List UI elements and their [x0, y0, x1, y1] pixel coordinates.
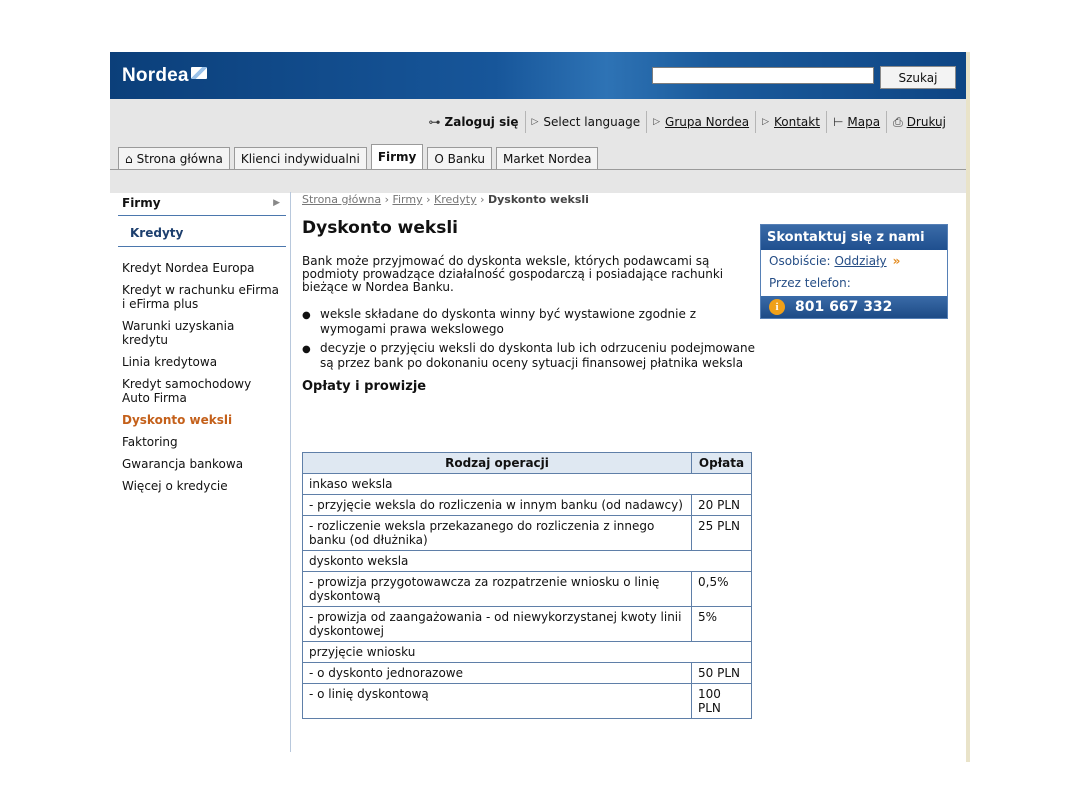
login-link[interactable] [423, 112, 525, 132]
nordea-logo[interactable] [122, 65, 207, 87]
bullet-icon: ● [302, 344, 311, 355]
key-icon: ⊶ [428, 115, 441, 129]
sidebar-item-wiecej[interactable]: Więcej o kredycie [122, 479, 228, 493]
table-section-row [303, 642, 752, 663]
fees-title: Opłaty i prowizje [302, 379, 427, 394]
section-label: dyskonto weksla [303, 551, 752, 572]
table-row [303, 516, 752, 551]
sidebar-item-kredyt-w-rachunku[interactable]: Kredyt w rachunku eFirma i eFirma plus [122, 283, 280, 311]
table-header-row [303, 453, 752, 474]
kontakt-label[interactable]: Kontakt [774, 115, 820, 129]
logo-mark-icon [191, 67, 207, 79]
main-content [302, 193, 757, 394]
sidebar-heading-label: Firmy [122, 196, 161, 210]
sidebar-item-faktoring[interactable]: Faktoring [122, 435, 178, 449]
grupa-nordea-link[interactable] [647, 112, 755, 132]
sitemap-icon: ⊢ [832, 115, 844, 129]
bullet-list [302, 307, 757, 371]
page-frame [110, 52, 969, 762]
fee-cell: 50 PLN [692, 663, 752, 684]
table-row [303, 572, 752, 607]
top-bar [110, 52, 966, 99]
fee-cell: 100 PLN [692, 684, 752, 719]
page-title: Dyskonto weksli [302, 218, 458, 238]
section-label: przyjęcie wniosku [303, 642, 752, 663]
mapa-label[interactable]: Mapa [847, 115, 881, 129]
sidebar [118, 192, 286, 501]
sidebar-heading[interactable] [118, 192, 286, 216]
search-button[interactable]: Szukaj [880, 66, 956, 89]
table-row [303, 663, 752, 684]
table-section-row [303, 551, 752, 572]
main-tabs [118, 147, 602, 169]
tab-underline [110, 169, 966, 170]
login-label: Zaloguj się [444, 115, 519, 129]
column-header-operation: Rodzaj operacji [303, 453, 692, 474]
breadcrumb-separator: › [426, 193, 431, 206]
section-label: inkaso weksla [303, 474, 752, 495]
utility-bar [110, 99, 966, 193]
contact-personal-label: Osobiście: [769, 254, 831, 268]
bullet-text: weksle składane do dyskonta winny być wystawione zgodnie z wymogami prawa wekslowego [320, 307, 696, 336]
bullet-icon: ● [302, 310, 311, 321]
bullet-text: decyzje o przyjęciu weksli do dyskonta lub ich odrzuceniu podejmowane są przez bank po dokonaniu oceny sytuacji finansowej płatnika weksla [320, 341, 756, 370]
tab-klienci-indywidualni[interactable] [234, 147, 367, 169]
triangle-right-icon: ▷ [762, 117, 769, 127]
operation-cell: - o linię dyskontową [303, 684, 692, 719]
info-icon: i [769, 299, 785, 315]
sidebar-subheading[interactable]: Kredyty [118, 216, 286, 247]
contact-box [760, 224, 948, 319]
tab-label: Firmy [377, 150, 417, 164]
breadcrumb-kredyty[interactable]: Kredyty [434, 193, 477, 206]
column-divider [290, 192, 291, 752]
sidebar-item-kredyt-samochodowy[interactable]: Kredyt samochodowy Auto Firma [122, 377, 252, 405]
triangle-right-icon: ▷ [531, 117, 539, 127]
breadcrumb-home[interactable]: Strona główna [302, 193, 382, 206]
right-border [966, 52, 970, 762]
contact-phone-label: Przez telefon: [769, 276, 851, 290]
list-item [302, 341, 757, 371]
sidebar-item-dyskonto-weksli[interactable]: Dyskonto weksli [122, 413, 233, 427]
tab-label: O Banku [434, 151, 486, 166]
oddzialy-link[interactable]: Oddziały [834, 254, 887, 268]
sidebar-item-kredyt-nordea-europa[interactable]: Kredyt Nordea Europa [122, 261, 255, 275]
intro-text: Bank może przyjmować do dyskonta weksle, których podawcami są podmioty prowadzące działalność gospodarczą i posiadające rachunki bieżące w Nordea Banku. [302, 254, 724, 294]
language-label: Select language [543, 115, 641, 129]
tab-label: Klienci indywidualni [240, 151, 360, 166]
phone-number: 801 667 332 [795, 299, 893, 315]
fee-cell: 0,5% [692, 572, 752, 607]
triangle-right-icon: ▶ [273, 198, 280, 208]
mapa-link[interactable] [827, 112, 886, 132]
contact-title: Skontaktuj się z nami [761, 225, 947, 250]
operation-cell: - rozliczenie weksla przekazanego do rozliczenia z innego banku (od dłużnika) [303, 516, 692, 551]
search-input[interactable] [652, 67, 874, 84]
contact-phone [761, 296, 947, 318]
home-icon: ⌂ [125, 151, 133, 166]
tab-o-banku[interactable] [427, 147, 492, 169]
fee-cell: 20 PLN [692, 495, 752, 516]
double-chevron-right-icon: » [892, 254, 901, 268]
operation-cell: - prowizja przygotowawcza za rozpatrzenie wniosku o linię dyskontową [303, 572, 692, 607]
list-item [302, 307, 757, 337]
drukuj-label[interactable]: Drukuj [906, 115, 946, 129]
tab-strona-glowna[interactable] [118, 147, 230, 169]
drukuj-link[interactable] [887, 112, 952, 132]
column-header-fee: Opłata [692, 453, 752, 474]
tab-market-nordea[interactable] [496, 147, 598, 169]
sidebar-item-linia-kredytowa[interactable]: Linia kredytowa [122, 355, 218, 369]
breadcrumb-current: Dyskonto weksli [488, 193, 589, 206]
triangle-right-icon: ▷ [653, 117, 661, 127]
sidebar-item-warunki[interactable]: Warunki uzyskania kredytu [122, 319, 235, 347]
breadcrumb-separator: › [480, 193, 485, 206]
sidebar-list [118, 261, 286, 493]
breadcrumb-firmy[interactable]: Firmy [392, 193, 423, 206]
kontakt-link[interactable] [756, 112, 826, 132]
contact-personal [761, 250, 947, 272]
grupa-nordea-label[interactable]: Grupa Nordea [665, 115, 750, 129]
breadcrumb-separator: › [384, 193, 389, 206]
printer-icon: ⎙ [893, 114, 903, 129]
table-row [303, 684, 752, 719]
operation-cell: - o dyskonto jednorazowe [303, 663, 692, 684]
operation-cell: - prowizja od zaangażowania - od niewykorzystanej kwoty linii dyskontowej [303, 607, 692, 642]
utility-links [423, 111, 952, 133]
table-section-row [303, 474, 752, 495]
breadcrumb [302, 193, 757, 206]
fees-table [302, 452, 752, 719]
table-row [303, 495, 752, 516]
tab-firmy[interactable] [371, 144, 424, 169]
logo-text: Nordea [122, 65, 189, 86]
select-language-link[interactable] [526, 112, 647, 132]
table-row [303, 607, 752, 642]
tab-label: Strona główna [136, 151, 223, 166]
fee-cell: 5% [692, 607, 752, 642]
tab-label: Market Nordea [503, 151, 592, 166]
operation-cell: - przyjęcie weksla do rozliczenia w innym banku (od nadawcy) [303, 495, 692, 516]
sidebar-item-gwarancja[interactable]: Gwarancja bankowa [122, 457, 244, 471]
fee-cell: 25 PLN [692, 516, 752, 551]
